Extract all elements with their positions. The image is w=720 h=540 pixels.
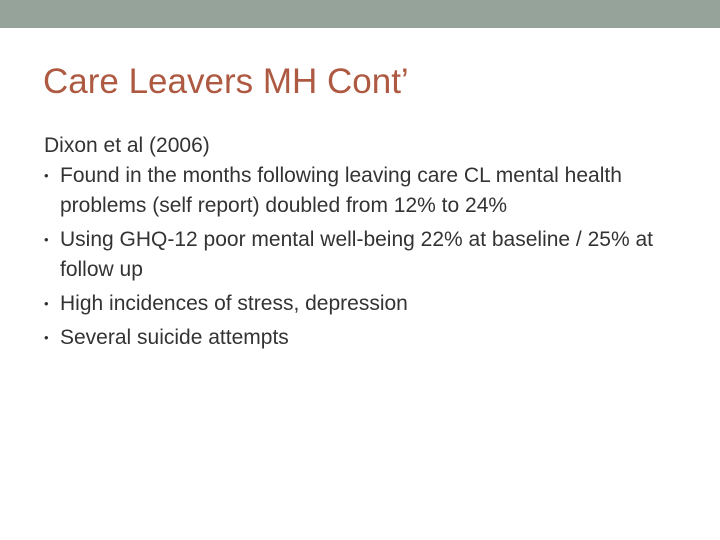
bullet-item-found <box>44 161 694 221</box>
bullet-icon: • <box>44 330 49 345</box>
slide-title: Care Leavers MH Cont’ <box>43 62 409 101</box>
bullet-icon: • <box>44 232 49 247</box>
bullet-item-ghq12 <box>44 225 694 285</box>
bullet-text: Several suicide attempts <box>60 326 289 349</box>
bullet-text: High incidences of stress, depression <box>60 292 408 315</box>
bullet-item-suicide <box>44 323 694 353</box>
bullet-icon: • <box>44 168 49 183</box>
slide-content <box>44 131 694 353</box>
bullet-item-stress <box>44 289 694 319</box>
intro-line: Dixon et al (2006) <box>44 134 210 157</box>
bullet-icon: • <box>44 296 49 311</box>
bullet-text: Using GHQ-12 poor mental well-being 22% at baseline / 25% at follow up <box>60 228 653 281</box>
top-accent-bar <box>0 0 720 28</box>
bullet-text: Found in the months following leaving care CL mental health problems (self report) doubled from 12% to 24% <box>60 164 622 217</box>
bullet-list <box>44 161 694 353</box>
